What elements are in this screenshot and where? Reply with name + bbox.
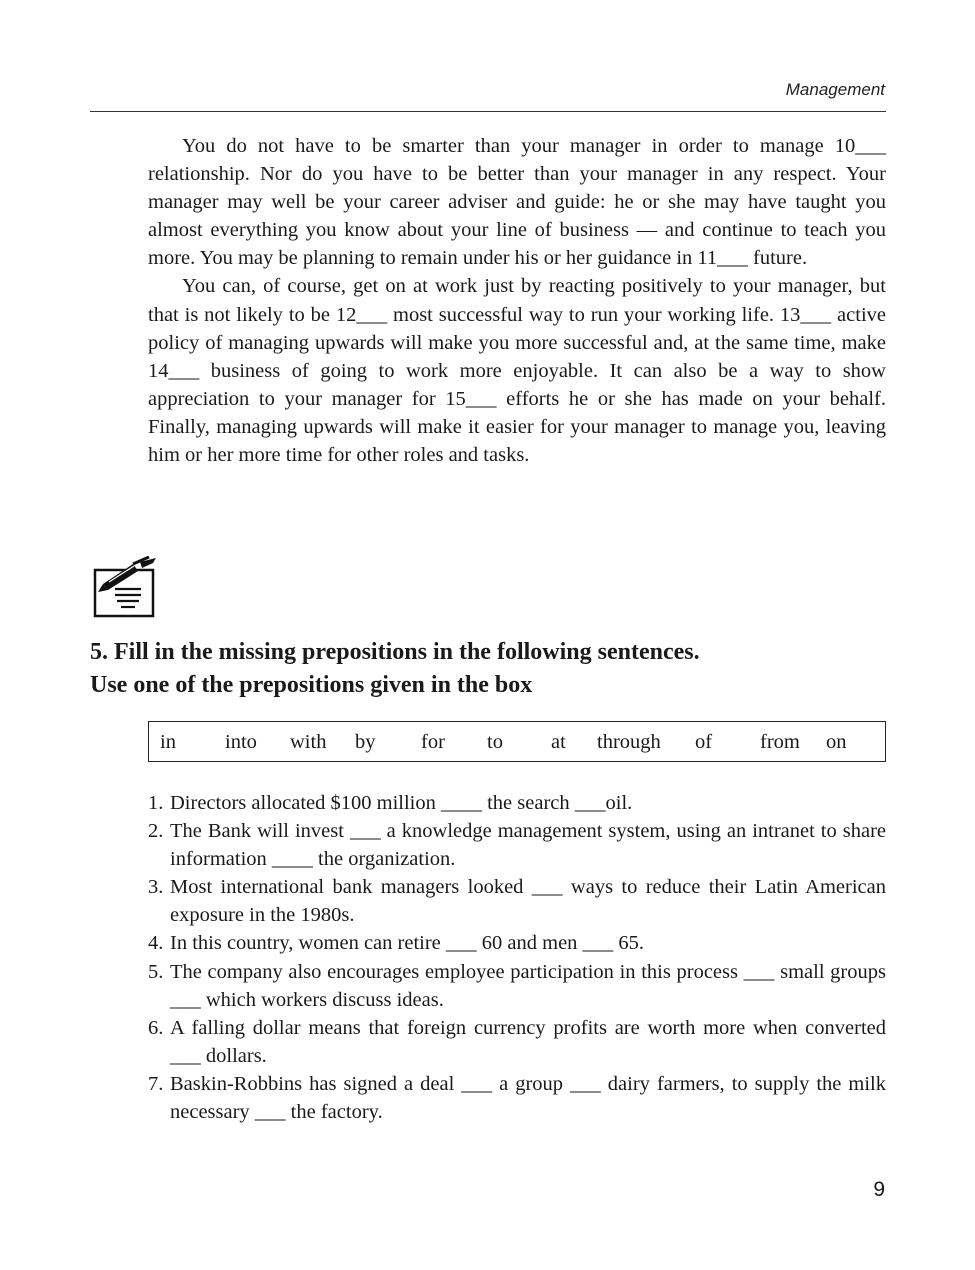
preposition-of: of [695,731,713,753]
header-rule [90,111,886,112]
sentence-number: 4. [148,932,164,955]
preposition-in: in [160,731,176,753]
sentence-number: 7. [148,1072,164,1095]
list-item [148,958,886,1014]
sentence-number: 2. [148,820,164,843]
list-item [148,789,886,817]
preposition-to: to [487,731,503,753]
sentence-text: Most international bank managers looked ___ ways to reduce their Latin American exposure in the 1980s. [170,876,886,927]
preposition-from: from [760,731,800,753]
sentence-number: 5. [148,960,164,983]
task-heading-line-2: Use one of the prepositions given in the box [90,672,533,698]
task-heading [90,636,886,702]
sentence-text: In this country, women can retire ___ 60 and men ___ 65. [170,932,645,955]
sentence-number: 3. [148,876,164,899]
preposition-for: for [421,731,445,753]
page-number: 9 [873,1178,885,1201]
exercise-sentences [148,789,886,1126]
sentence-text: Baskin-Robbins has signed a deal ___ a group ___ dairy farmers, to supply the milk necessary ___ the factory. [170,1072,886,1124]
sentence-text: The Bank will invest ___ a knowledge management system, using an intranet to share information ____ the organization. [170,820,886,871]
list-item [148,817,886,873]
list-item [148,1014,886,1070]
sentence-number: 1. [148,792,164,814]
running-header: Management [785,80,885,99]
passage-paragraph-1: You do not have to be smarter than your manager in order to manage 10___ relationship. Nor do you have to be better than your manager in any respect. Your manager may well be your career adviser and guide: he or she may have taught you almost everything you know about your line of business — and continue to teach you more. You may be planning to remain under his or her guidance in 11___ future. [148,135,886,270]
prepositions-box [148,721,886,762]
sentence-number: 6. [148,1016,164,1039]
preposition-with: with [290,731,327,753]
preposition-by: by [355,731,376,753]
sentence-text: A falling dollar means that foreign currency profits are worth more when converted ___ dollars. [170,1016,886,1067]
reading-passage [148,132,886,469]
sentence-text: The company also encourages employee participation in this process ___ small groups ___ which workers discuss ideas. [170,960,886,1011]
task-heading-line-1: 5. Fill in the missing prepositions in the following sentences. [90,639,700,665]
preposition-through: through [597,731,661,753]
preposition-into: into [225,731,257,753]
list-item [148,873,886,929]
preposition-at: at [551,731,566,753]
passage-paragraph-2: You can, of course, get on at work just by reacting positively to your manager, but that is not likely to be 12___ most successful way to run your working life. 13___ active policy of managing upwards will make you more successful and, at the same time, make 14___ business of going to work more enjoyable. It can also be a way to show appreciation to your manager for 15___ efforts he or she has made on your behalf. Finally, managing upwards will make it easier for your manager to manage you, leaving him or her more time for other roles and tasks. [148,275,886,467]
list-item [148,1070,886,1126]
pen-writing-icon [93,556,159,618]
sentence-text: Directors allocated $100 million ____ the search ___oil. [170,792,633,814]
preposition-on: on [826,731,847,753]
list-item [148,929,886,957]
